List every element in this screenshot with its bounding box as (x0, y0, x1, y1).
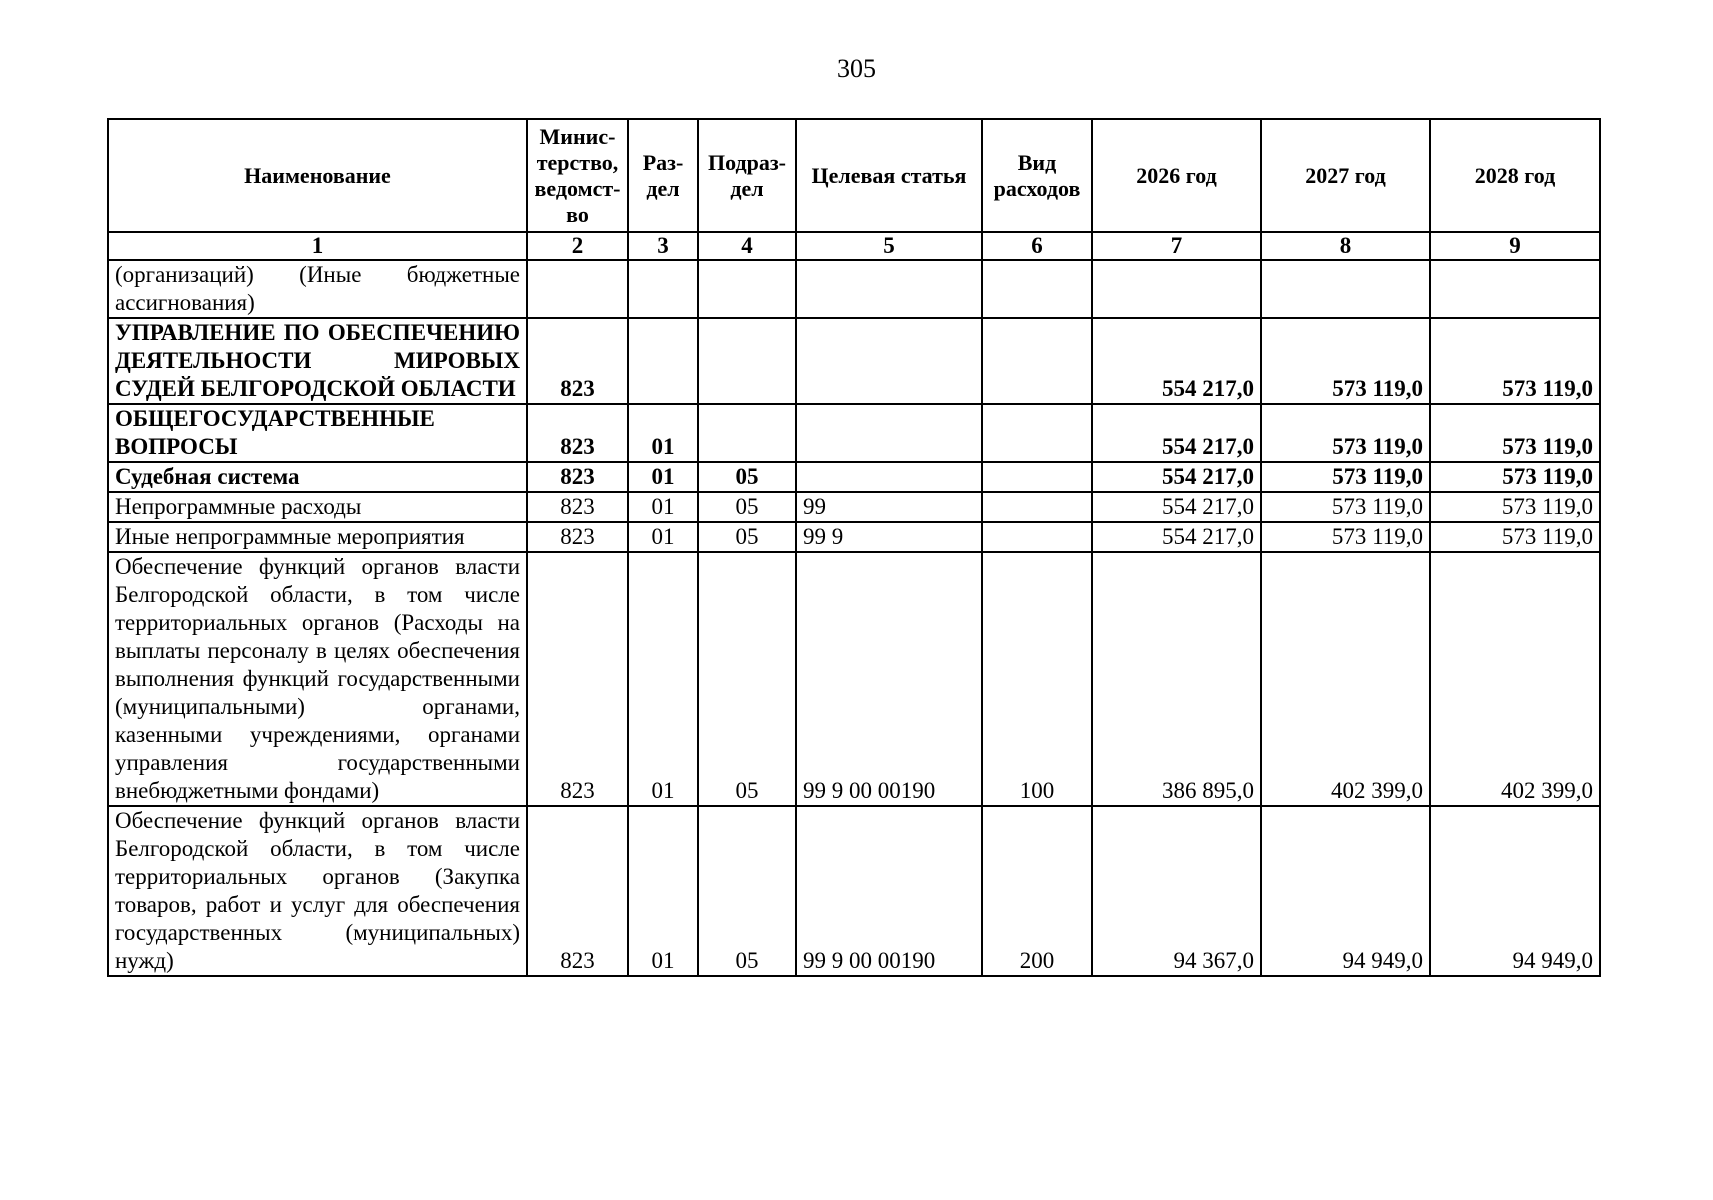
row-ministry: 823 (527, 404, 628, 462)
row-name: Обеспечение функций органов власти Белгородской области, в том числе территориальных органов (Закупка товаров, работ и услуг для обеспечения государственных (муниципальных) нужд) (108, 806, 527, 976)
row-target-article (796, 318, 982, 404)
row-value-2026: 554 217,0 (1092, 462, 1261, 492)
column-number: 5 (796, 232, 982, 260)
header-row (108, 119, 1600, 232)
page-number: 305 (837, 54, 876, 83)
table-row (108, 462, 1600, 492)
row-target-article: 99 9 (796, 522, 982, 552)
row-section: 01 (628, 462, 698, 492)
row-value-2026 (1092, 260, 1261, 318)
row-name: УПРАВЛЕНИЕ ПО ОБЕСПЕЧЕНИЮ ДЕЯТЕЛЬНОСТИ МИРОВЫХ СУДЕЙ БЕЛГОРОДСКОЙ ОБЛАСТИ (108, 318, 527, 404)
row-value-2026: 554 217,0 (1092, 522, 1261, 552)
row-value-2027: 94 949,0 (1261, 806, 1430, 976)
row-subsection (698, 318, 796, 404)
table-row (108, 522, 1600, 552)
row-section: 01 (628, 404, 698, 462)
row-ministry: 823 (527, 492, 628, 522)
row-expense-type (982, 522, 1092, 552)
row-value-2027: 573 119,0 (1261, 404, 1430, 462)
row-value-2027: 573 119,0 (1261, 522, 1430, 552)
header-expense-type: Вид расходов (982, 119, 1092, 232)
column-number-row (108, 232, 1600, 260)
row-value-2027 (1261, 260, 1430, 318)
row-target-article (796, 260, 982, 318)
header-year-2027: 2027 год (1261, 119, 1430, 232)
row-expense-type (982, 492, 1092, 522)
row-subsection: 05 (698, 462, 796, 492)
table-row (108, 318, 1600, 404)
row-target-article (796, 462, 982, 492)
row-name: Иные непрограммные мероприятия (108, 522, 527, 552)
header-target-article: Целевая статья (796, 119, 982, 232)
budget-table (107, 118, 1601, 977)
header-name: Наименование (108, 119, 527, 232)
row-value-2026: 554 217,0 (1092, 318, 1261, 404)
row-section: 01 (628, 522, 698, 552)
row-subsection: 05 (698, 522, 796, 552)
row-value-2028: 573 119,0 (1430, 318, 1600, 404)
column-number: 1 (108, 232, 527, 260)
row-value-2028: 94 949,0 (1430, 806, 1600, 976)
column-number: 4 (698, 232, 796, 260)
header-subsection: Подраз-дел (698, 119, 796, 232)
column-number: 7 (1092, 232, 1261, 260)
header-ministry: Минис-терство, ведомст-во (527, 119, 628, 232)
row-target-article (796, 404, 982, 462)
row-value-2026: 554 217,0 (1092, 492, 1261, 522)
row-value-2026: 386 895,0 (1092, 552, 1261, 806)
row-expense-type: 200 (982, 806, 1092, 976)
row-name: Судебная система (108, 462, 527, 492)
row-ministry: 823 (527, 462, 628, 492)
row-value-2028: 573 119,0 (1430, 522, 1600, 552)
row-subsection (698, 260, 796, 318)
table-row (108, 404, 1600, 462)
row-ministry (527, 260, 628, 318)
row-name: Обеспечение функций органов власти Белгородской области, в том числе территориальных органов (Расходы на выплаты персоналу в целях обеспечения выполнения функций государственными (муниципальными) органами, казенными учреждениями, органами управления государственными внебюджетными фондами) (108, 552, 527, 806)
column-number: 9 (1430, 232, 1600, 260)
row-section (628, 318, 698, 404)
table-row (108, 492, 1600, 522)
row-ministry: 823 (527, 806, 628, 976)
table-row (108, 260, 1600, 318)
row-subsection (698, 404, 796, 462)
row-ministry: 823 (527, 318, 628, 404)
row-value-2028: 573 119,0 (1430, 492, 1600, 522)
row-expense-type (982, 318, 1092, 404)
row-expense-type (982, 260, 1092, 318)
header-year-2028: 2028 год (1430, 119, 1600, 232)
table-row (108, 806, 1600, 976)
row-name: Непрограммные расходы (108, 492, 527, 522)
row-section: 01 (628, 806, 698, 976)
row-value-2028: 573 119,0 (1430, 462, 1600, 492)
row-value-2027: 402 399,0 (1261, 552, 1430, 806)
row-value-2027: 573 119,0 (1261, 492, 1430, 522)
table-row (108, 552, 1600, 806)
row-expense-type: 100 (982, 552, 1092, 806)
row-section: 01 (628, 492, 698, 522)
row-expense-type (982, 404, 1092, 462)
row-section (628, 260, 698, 318)
column-number: 3 (628, 232, 698, 260)
row-value-2026: 554 217,0 (1092, 404, 1261, 462)
row-value-2027: 573 119,0 (1261, 318, 1430, 404)
row-target-article: 99 9 00 00190 (796, 806, 982, 976)
row-subsection: 05 (698, 806, 796, 976)
header-section: Раз-дел (628, 119, 698, 232)
row-expense-type (982, 462, 1092, 492)
row-value-2027: 573 119,0 (1261, 462, 1430, 492)
row-name: (организаций) (Иные бюджетные ассигнования) (108, 260, 527, 318)
row-ministry: 823 (527, 522, 628, 552)
row-value-2028: 573 119,0 (1430, 404, 1600, 462)
row-subsection: 05 (698, 492, 796, 522)
row-value-2028 (1430, 260, 1600, 318)
column-number: 8 (1261, 232, 1430, 260)
row-ministry: 823 (527, 552, 628, 806)
header-year-2026: 2026 год (1092, 119, 1261, 232)
row-section: 01 (628, 552, 698, 806)
column-number: 6 (982, 232, 1092, 260)
row-target-article: 99 (796, 492, 982, 522)
row-name: ОБЩЕГОСУДАРСТВЕННЫЕ ВОПРОСЫ (108, 404, 527, 462)
row-value-2026: 94 367,0 (1092, 806, 1261, 976)
row-value-2028: 402 399,0 (1430, 552, 1600, 806)
row-subsection: 05 (698, 552, 796, 806)
row-target-article: 99 9 00 00190 (796, 552, 982, 806)
column-number: 2 (527, 232, 628, 260)
